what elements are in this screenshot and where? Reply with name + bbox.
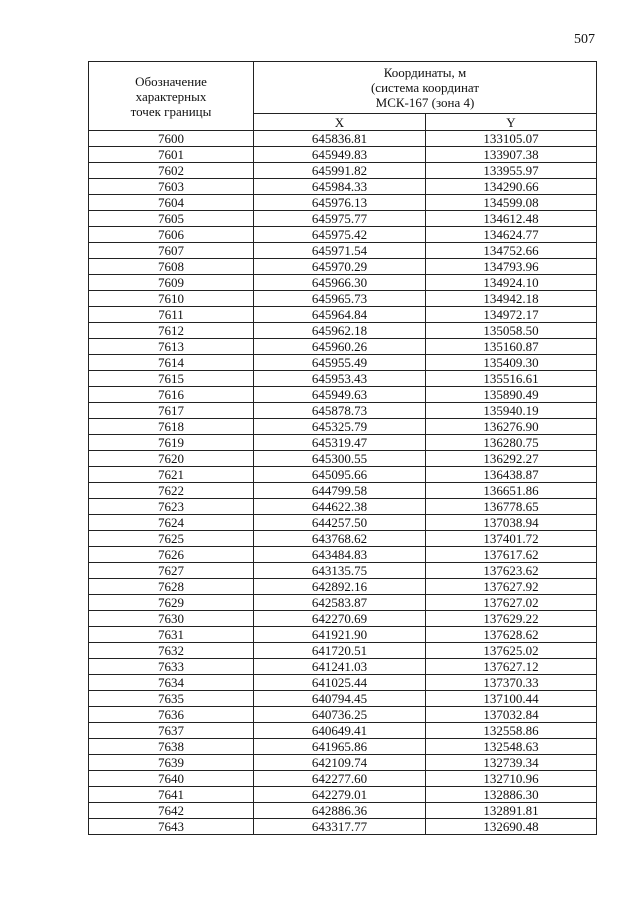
x-column-header: X bbox=[254, 114, 426, 131]
x-coordinate-cell: 645949.83 bbox=[254, 147, 426, 163]
point-id-cell: 7616 bbox=[89, 387, 254, 403]
table-body bbox=[89, 131, 597, 835]
x-coordinate-cell: 642583.87 bbox=[254, 595, 426, 611]
point-id-cell: 7606 bbox=[89, 227, 254, 243]
x-coordinate-cell: 645975.42 bbox=[254, 227, 426, 243]
y-coordinate-cell: 137038.94 bbox=[426, 515, 597, 531]
table-row bbox=[89, 531, 597, 547]
x-coordinate-cell: 645976.13 bbox=[254, 195, 426, 211]
x-coordinate-cell: 640736.25 bbox=[254, 707, 426, 723]
point-id-cell: 7628 bbox=[89, 579, 254, 595]
x-coordinate-cell: 645966.30 bbox=[254, 275, 426, 291]
y-coordinate-cell: 137623.62 bbox=[426, 563, 597, 579]
point-id-cell: 7642 bbox=[89, 803, 254, 819]
y-coordinate-cell: 135160.87 bbox=[426, 339, 597, 355]
point-id-cell: 7611 bbox=[89, 307, 254, 323]
y-coordinate-cell: 134924.10 bbox=[426, 275, 597, 291]
x-coordinate-cell: 640794.45 bbox=[254, 691, 426, 707]
point-id-cell: 7615 bbox=[89, 371, 254, 387]
table-row bbox=[89, 771, 597, 787]
point-id-cell: 7622 bbox=[89, 483, 254, 499]
point-id-cell: 7612 bbox=[89, 323, 254, 339]
table-row bbox=[89, 611, 597, 627]
table-row bbox=[89, 259, 597, 275]
x-coordinate-cell: 642270.69 bbox=[254, 611, 426, 627]
table-row bbox=[89, 659, 597, 675]
y-coordinate-cell: 132886.30 bbox=[426, 787, 597, 803]
x-coordinate-cell: 644622.38 bbox=[254, 499, 426, 515]
y-coordinate-cell: 134290.66 bbox=[426, 179, 597, 195]
point-id-cell: 7617 bbox=[89, 403, 254, 419]
x-coordinate-cell: 642886.36 bbox=[254, 803, 426, 819]
point-id-cell: 7630 bbox=[89, 611, 254, 627]
x-coordinate-cell: 643135.75 bbox=[254, 563, 426, 579]
x-coordinate-cell: 645955.49 bbox=[254, 355, 426, 371]
point-id-cell: 7623 bbox=[89, 499, 254, 515]
y-coordinate-cell: 136778.65 bbox=[426, 499, 597, 515]
table-row bbox=[89, 643, 597, 659]
y-coordinate-cell: 135058.50 bbox=[426, 323, 597, 339]
y-coordinate-cell: 134942.18 bbox=[426, 291, 597, 307]
table-row bbox=[89, 323, 597, 339]
y-coordinate-cell: 135890.49 bbox=[426, 387, 597, 403]
point-id-cell: 7636 bbox=[89, 707, 254, 723]
x-coordinate-cell: 645971.54 bbox=[254, 243, 426, 259]
point-id-cell: 7614 bbox=[89, 355, 254, 371]
y-coordinate-cell: 137100.44 bbox=[426, 691, 597, 707]
table-row bbox=[89, 243, 597, 259]
point-id-cell: 7608 bbox=[89, 259, 254, 275]
point-id-cell: 7605 bbox=[89, 211, 254, 227]
x-coordinate-cell: 645964.84 bbox=[254, 307, 426, 323]
point-designation-header: Обозначение характерных точек границы bbox=[89, 62, 254, 131]
point-id-cell: 7634 bbox=[89, 675, 254, 691]
x-coordinate-cell: 640649.41 bbox=[254, 723, 426, 739]
table-row bbox=[89, 291, 597, 307]
y-coordinate-cell: 132891.81 bbox=[426, 803, 597, 819]
table-row bbox=[89, 179, 597, 195]
table-row bbox=[89, 227, 597, 243]
table-row bbox=[89, 515, 597, 531]
y-coordinate-cell: 136292.27 bbox=[426, 451, 597, 467]
x-coordinate-cell: 642279.01 bbox=[254, 787, 426, 803]
point-id-cell: 7621 bbox=[89, 467, 254, 483]
x-coordinate-cell: 643317.77 bbox=[254, 819, 426, 835]
y-coordinate-cell: 137627.12 bbox=[426, 659, 597, 675]
point-id-cell: 7602 bbox=[89, 163, 254, 179]
table-row bbox=[89, 595, 597, 611]
point-id-cell: 7639 bbox=[89, 755, 254, 771]
table-row bbox=[89, 371, 597, 387]
table-row bbox=[89, 675, 597, 691]
y-coordinate-cell: 137617.62 bbox=[426, 547, 597, 563]
table-row bbox=[89, 547, 597, 563]
y-coordinate-cell: 134612.48 bbox=[426, 211, 597, 227]
y-column-header: Y bbox=[426, 114, 597, 131]
table-row bbox=[89, 131, 597, 147]
x-coordinate-cell: 641241.03 bbox=[254, 659, 426, 675]
table-row bbox=[89, 387, 597, 403]
table-row bbox=[89, 467, 597, 483]
y-coordinate-cell: 137032.84 bbox=[426, 707, 597, 723]
x-coordinate-cell: 645300.55 bbox=[254, 451, 426, 467]
point-id-cell: 7629 bbox=[89, 595, 254, 611]
y-coordinate-cell: 132558.86 bbox=[426, 723, 597, 739]
y-coordinate-cell: 136280.75 bbox=[426, 435, 597, 451]
point-id-cell: 7637 bbox=[89, 723, 254, 739]
y-coordinate-cell: 134793.96 bbox=[426, 259, 597, 275]
table-row bbox=[89, 803, 597, 819]
point-id-cell: 7619 bbox=[89, 435, 254, 451]
table-row bbox=[89, 419, 597, 435]
x-coordinate-cell: 641965.86 bbox=[254, 739, 426, 755]
table-row bbox=[89, 499, 597, 515]
table-row bbox=[89, 707, 597, 723]
table-row bbox=[89, 435, 597, 451]
point-id-cell: 7613 bbox=[89, 339, 254, 355]
point-id-cell: 7627 bbox=[89, 563, 254, 579]
y-coordinate-cell: 134599.08 bbox=[426, 195, 597, 211]
table-row bbox=[89, 483, 597, 499]
point-id-cell: 7626 bbox=[89, 547, 254, 563]
point-id-cell: 7624 bbox=[89, 515, 254, 531]
table-row bbox=[89, 403, 597, 419]
x-coordinate-cell: 645878.73 bbox=[254, 403, 426, 419]
x-coordinate-cell: 645836.81 bbox=[254, 131, 426, 147]
y-coordinate-cell: 137625.02 bbox=[426, 643, 597, 659]
y-coordinate-cell: 132710.96 bbox=[426, 771, 597, 787]
x-coordinate-cell: 645984.33 bbox=[254, 179, 426, 195]
y-coordinate-cell: 136438.87 bbox=[426, 467, 597, 483]
point-id-cell: 7631 bbox=[89, 627, 254, 643]
x-coordinate-cell: 643768.62 bbox=[254, 531, 426, 547]
x-coordinate-cell: 643484.83 bbox=[254, 547, 426, 563]
x-coordinate-cell: 645965.73 bbox=[254, 291, 426, 307]
y-coordinate-cell: 133907.38 bbox=[426, 147, 597, 163]
table-row bbox=[89, 307, 597, 323]
point-id-cell: 7600 bbox=[89, 131, 254, 147]
x-coordinate-cell: 645960.26 bbox=[254, 339, 426, 355]
point-id-cell: 7601 bbox=[89, 147, 254, 163]
coordinates-header: Координаты, м (система координат МСК-167 (зона 4) bbox=[254, 62, 597, 114]
y-coordinate-cell: 136651.86 bbox=[426, 483, 597, 499]
x-coordinate-cell: 645949.63 bbox=[254, 387, 426, 403]
x-coordinate-cell: 645991.82 bbox=[254, 163, 426, 179]
table-row bbox=[89, 211, 597, 227]
x-coordinate-cell: 645953.43 bbox=[254, 371, 426, 387]
table-row bbox=[89, 147, 597, 163]
y-coordinate-cell: 135516.61 bbox=[426, 371, 597, 387]
y-coordinate-cell: 132690.48 bbox=[426, 819, 597, 835]
y-coordinate-cell: 137627.92 bbox=[426, 579, 597, 595]
x-coordinate-cell: 642109.74 bbox=[254, 755, 426, 771]
table-row bbox=[89, 563, 597, 579]
point-id-cell: 7618 bbox=[89, 419, 254, 435]
table-row bbox=[89, 787, 597, 803]
point-id-cell: 7603 bbox=[89, 179, 254, 195]
table-row bbox=[89, 195, 597, 211]
x-coordinate-cell: 641921.90 bbox=[254, 627, 426, 643]
point-id-cell: 7607 bbox=[89, 243, 254, 259]
point-id-cell: 7604 bbox=[89, 195, 254, 211]
y-coordinate-cell: 137370.33 bbox=[426, 675, 597, 691]
table-row bbox=[89, 163, 597, 179]
x-coordinate-cell: 642892.16 bbox=[254, 579, 426, 595]
y-coordinate-cell: 134752.66 bbox=[426, 243, 597, 259]
x-coordinate-cell: 645319.47 bbox=[254, 435, 426, 451]
point-id-cell: 7625 bbox=[89, 531, 254, 547]
table-row bbox=[89, 339, 597, 355]
y-coordinate-cell: 137629.22 bbox=[426, 611, 597, 627]
table-row bbox=[89, 691, 597, 707]
table-row bbox=[89, 755, 597, 771]
point-id-cell: 7632 bbox=[89, 643, 254, 659]
point-id-cell: 7641 bbox=[89, 787, 254, 803]
table-row bbox=[89, 627, 597, 643]
table-row bbox=[89, 355, 597, 371]
x-coordinate-cell: 641720.51 bbox=[254, 643, 426, 659]
y-coordinate-cell: 136276.90 bbox=[426, 419, 597, 435]
page-number: 507 bbox=[574, 32, 595, 47]
y-coordinate-cell: 135940.19 bbox=[426, 403, 597, 419]
coordinates-table bbox=[88, 61, 597, 835]
x-coordinate-cell: 645975.77 bbox=[254, 211, 426, 227]
y-coordinate-cell: 133105.07 bbox=[426, 131, 597, 147]
x-coordinate-cell: 645970.29 bbox=[254, 259, 426, 275]
table-row bbox=[89, 723, 597, 739]
y-coordinate-cell: 133955.97 bbox=[426, 163, 597, 179]
x-coordinate-cell: 641025.44 bbox=[254, 675, 426, 691]
table-row bbox=[89, 579, 597, 595]
x-coordinate-cell: 645095.66 bbox=[254, 467, 426, 483]
y-coordinate-cell: 134624.77 bbox=[426, 227, 597, 243]
point-id-cell: 7640 bbox=[89, 771, 254, 787]
table-row bbox=[89, 275, 597, 291]
point-id-cell: 7620 bbox=[89, 451, 254, 467]
y-coordinate-cell: 132739.34 bbox=[426, 755, 597, 771]
x-coordinate-cell: 644799.58 bbox=[254, 483, 426, 499]
point-id-cell: 7635 bbox=[89, 691, 254, 707]
point-id-cell: 7609 bbox=[89, 275, 254, 291]
x-coordinate-cell: 645325.79 bbox=[254, 419, 426, 435]
point-id-cell: 7610 bbox=[89, 291, 254, 307]
point-id-cell: 7633 bbox=[89, 659, 254, 675]
point-id-cell: 7643 bbox=[89, 819, 254, 835]
y-coordinate-cell: 137627.02 bbox=[426, 595, 597, 611]
x-coordinate-cell: 644257.50 bbox=[254, 515, 426, 531]
point-id-cell: 7638 bbox=[89, 739, 254, 755]
y-coordinate-cell: 134972.17 bbox=[426, 307, 597, 323]
y-coordinate-cell: 137628.62 bbox=[426, 627, 597, 643]
y-coordinate-cell: 137401.72 bbox=[426, 531, 597, 547]
table-row bbox=[89, 451, 597, 467]
table-row bbox=[89, 819, 597, 835]
table-row bbox=[89, 739, 597, 755]
x-coordinate-cell: 645962.18 bbox=[254, 323, 426, 339]
y-coordinate-cell: 135409.30 bbox=[426, 355, 597, 371]
x-coordinate-cell: 642277.60 bbox=[254, 771, 426, 787]
y-coordinate-cell: 132548.63 bbox=[426, 739, 597, 755]
